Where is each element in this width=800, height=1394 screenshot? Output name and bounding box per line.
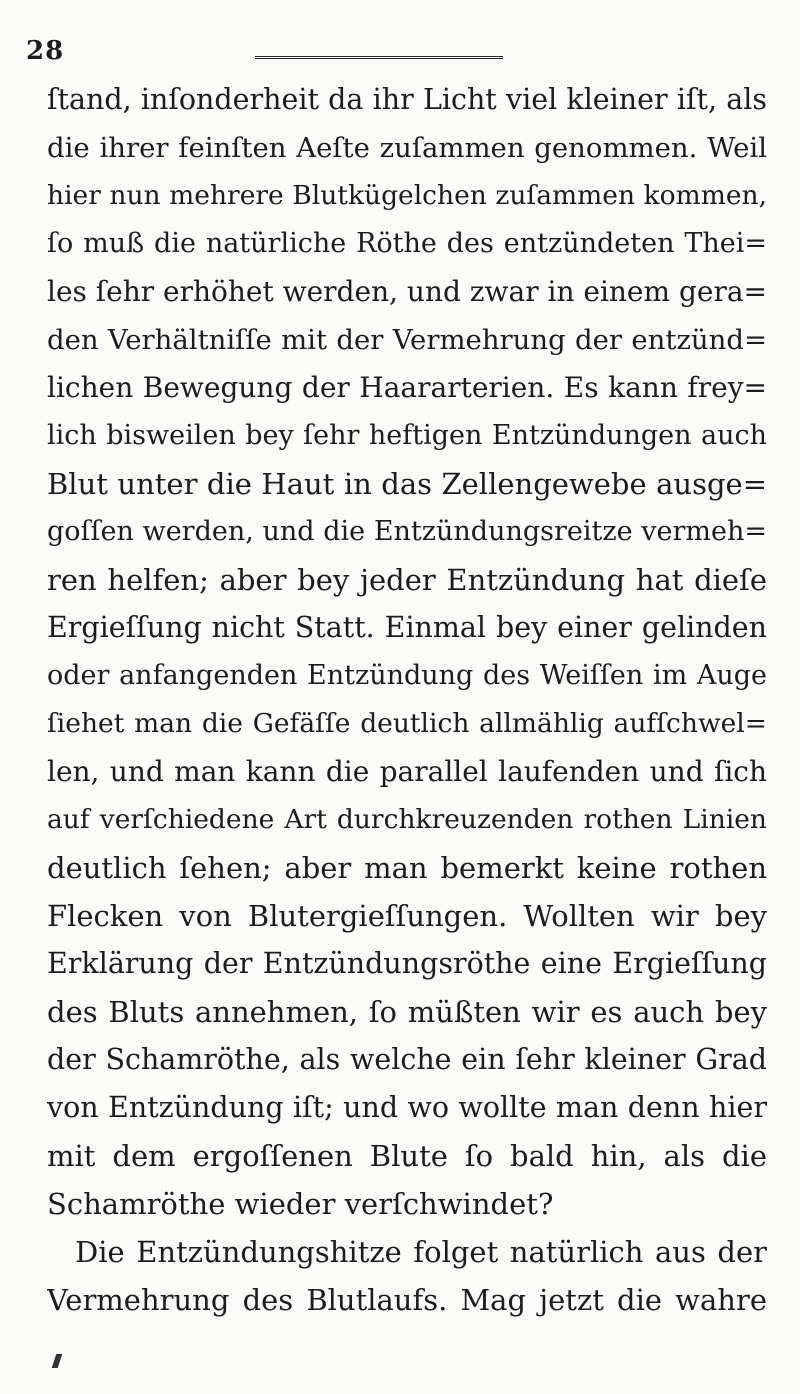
text-line: den Verhältniſſe mit der Vermehrung der entzünd= [47,324,767,356]
text-line: der Schamröthe, als welche ein ſehr kleiner Grad [47,1043,767,1076]
text-line: ſiehet man die Gefäſſe deutlich allmählig aufſchwel= [47,708,767,739]
text-line: Blut unter die Haut in das Zellengewebe ausge= [47,467,767,501]
text-line: mit dem ergoſſenen Blute ſo bald hin, als die [47,1139,767,1173]
text-line: des Bluts annehmen, ſo müßten wir es auch bey [47,995,767,1029]
text-line: Vermehrung des Blutlaufs. Mag jetzt die wahre [47,1283,767,1317]
text-line: lichen Bewegung der Haararterien. Es kann frey= [47,371,767,404]
text-line: ſtand, inſonderheit da ihr Licht viel kleiner iſt, als [47,83,767,116]
text-line: les ſehr erhöhet werden, und zwar in einem gera= [47,275,767,308]
text-line: Schamröthe wieder verſchwindet? [47,1187,554,1221]
text-line: hier nun mehrere Blutkügelchen zuſammen kommen, [47,180,767,211]
text-line: Flecken von Blutergieſſungen. Wollten wir bey [47,899,767,933]
page-number: 28 [26,36,65,66]
text-line: von Entzündung iſt; und wo wollte man denn hier [47,1091,767,1124]
text-line: Die Entzündungshitze folget natürlich aus der [75,1235,767,1269]
text-line: oder anfangenden Entzündung des Weiſſen im Auge [47,660,767,691]
text-line: ſo muß die natürliche Röthe des entzündeten Thei= [47,228,767,259]
text-line: Erklärung der Entzündungsröthe eine Ergieſſung [47,947,767,980]
text-line: lich bisweilen bey ſehr heftigen Entzündungen auch [47,420,767,451]
text-line: ren helfen; aber bey jeder Entzündung hat dieſe [47,563,767,597]
text-line: len, und man kann die parallel laufenden und ſich [47,755,767,788]
text-line: die ihrer feinſten Aeſte zuſammen genommen. Weil [47,132,767,164]
body-text [47,76,767,1324]
text-line: goſſen werden, und die Entzündungsreitze vermeh= [47,516,767,547]
header-rule [255,56,503,59]
text-line: auf verſchiedene Art durchkreuzenden rothen Linien [47,804,767,835]
ink-speck [52,1354,63,1368]
text-line: Ergieſſung nicht Statt. Einmal bey einer gelinden [47,611,767,644]
text-line: deutlich ſehen; aber man bemerkt keine rothen [47,851,767,885]
